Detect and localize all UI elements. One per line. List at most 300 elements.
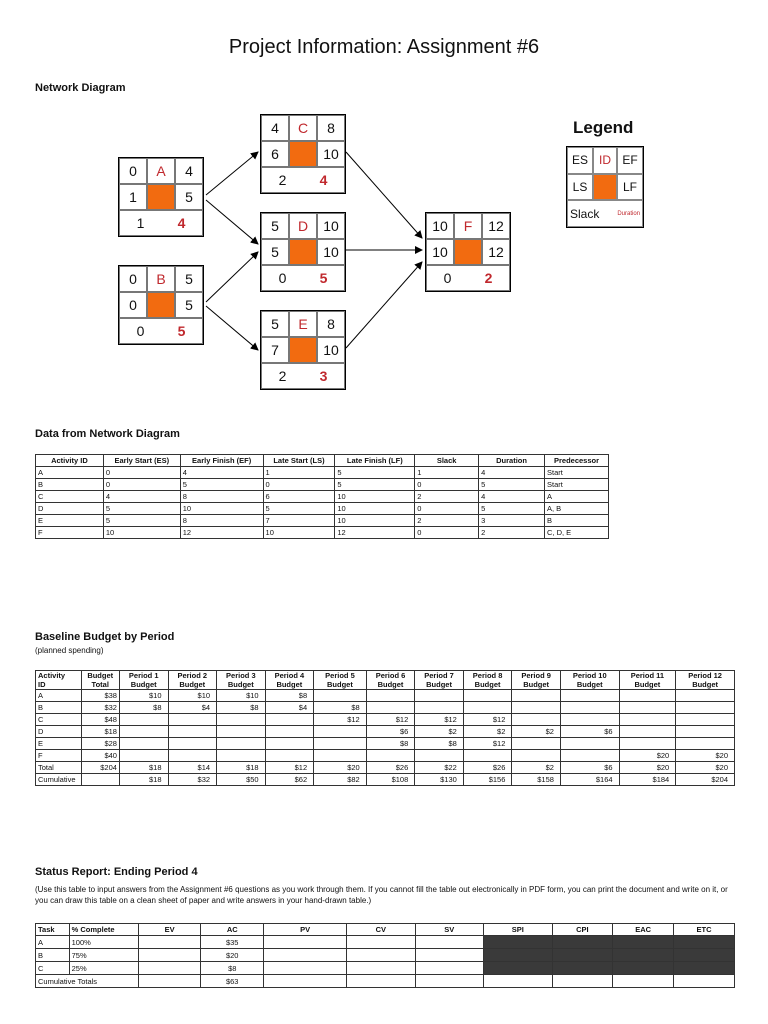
- table-cell[interactable]: [415, 975, 483, 988]
- table-cell: B: [36, 949, 70, 962]
- column-header-line1: Period 5: [325, 671, 355, 680]
- table-cell: A: [36, 467, 104, 479]
- table-cell: [676, 702, 735, 714]
- table-row: [36, 479, 609, 491]
- table-cell: [217, 714, 266, 726]
- table-cell: 2: [479, 527, 545, 539]
- totals-label: Cumulative Totals: [36, 975, 139, 988]
- column-header: CPI: [552, 924, 613, 936]
- node-c-id: C: [289, 115, 317, 141]
- legend-id: ID: [593, 147, 617, 174]
- node-a-slack-row: [119, 210, 203, 236]
- table-cell: $18: [81, 726, 119, 738]
- table-row: [36, 491, 609, 503]
- table-cell[interactable]: [552, 949, 613, 962]
- table-cell: C, D, E: [545, 527, 609, 539]
- table-cell[interactable]: [674, 962, 735, 975]
- table-cell: $12: [265, 762, 314, 774]
- table-cell: $82: [314, 774, 367, 786]
- totals-row: [36, 975, 735, 988]
- table-cell: E: [36, 738, 82, 750]
- table-row: [36, 738, 735, 750]
- column-header: [81, 671, 119, 690]
- table-cell: $12: [463, 714, 512, 726]
- table-cell: $2: [512, 726, 561, 738]
- node-b: [118, 265, 204, 345]
- table-cell: Total: [36, 762, 82, 774]
- table-cell: $4: [168, 702, 217, 714]
- table-cell: [463, 750, 512, 762]
- column-header-line2: Budget: [692, 680, 719, 689]
- table-cell: [512, 714, 561, 726]
- table-cell[interactable]: [484, 975, 553, 988]
- column-header-line2: Budget: [523, 680, 550, 689]
- node-a-id: A: [147, 158, 175, 184]
- column-header-line1: Period 3: [226, 671, 256, 680]
- node-d-ef: 10: [317, 213, 345, 239]
- node-a-lf: 5: [175, 184, 203, 210]
- table-cell[interactable]: [347, 949, 415, 962]
- table-cell: [265, 714, 314, 726]
- table-cell: $204: [81, 762, 119, 774]
- table-cell: $26: [463, 762, 512, 774]
- node-a-slack: 1: [136, 215, 145, 231]
- column-header-line1: Period 9: [521, 671, 551, 680]
- table-cell: 2: [415, 491, 479, 503]
- node-f-ef: 12: [482, 213, 510, 239]
- table-cell: 5: [103, 515, 180, 527]
- budget-header-row: [36, 671, 735, 690]
- column-header-line2: Budget: [276, 680, 303, 689]
- column-header: Task: [36, 924, 70, 936]
- node-c-slack: 2: [278, 172, 287, 188]
- table-cell: D: [36, 503, 104, 515]
- table-cell: $18: [119, 774, 168, 786]
- column-header-line2: Budget: [227, 680, 254, 689]
- table-cell: 10: [103, 527, 180, 539]
- table-cell: $18: [119, 762, 168, 774]
- table-cell: [619, 738, 676, 750]
- table-cell: 4: [479, 491, 545, 503]
- table-cell: A, B: [545, 503, 609, 515]
- table-cell: $6: [366, 726, 415, 738]
- node-d: [260, 212, 346, 292]
- table-cell: 0: [415, 479, 479, 491]
- table-cell[interactable]: [674, 975, 735, 988]
- table-cell: 10: [180, 503, 263, 515]
- table-cell: [217, 738, 266, 750]
- table-cell: [560, 702, 619, 714]
- table-cell: $32: [168, 774, 217, 786]
- table-cell: $8: [366, 738, 415, 750]
- column-header: SPI: [484, 924, 553, 936]
- node-f-lf: 12: [482, 239, 510, 265]
- node-a-ls: 1: [119, 184, 147, 210]
- table-cell: $20: [676, 750, 735, 762]
- status-table: [35, 923, 735, 988]
- table-cell: [676, 714, 735, 726]
- table-cell: 10: [335, 503, 415, 515]
- node-e-lf: 10: [317, 337, 345, 363]
- table-cell: C: [36, 714, 82, 726]
- table-cell[interactable]: [347, 936, 415, 949]
- table-cell: [560, 714, 619, 726]
- column-header: Early Start (ES): [103, 455, 180, 467]
- node-c-es: 4: [261, 115, 289, 141]
- table-cell: 75%: [69, 949, 138, 962]
- table-cell: 10: [335, 491, 415, 503]
- node-b-id: B: [147, 266, 175, 292]
- column-header-line2: Budget: [634, 680, 661, 689]
- table-cell: [217, 750, 266, 762]
- table-cell: $32: [81, 702, 119, 714]
- table-cell: [619, 726, 676, 738]
- node-d-es: 5: [261, 213, 289, 239]
- table-cell[interactable]: [484, 962, 553, 975]
- table-cell: $18: [217, 762, 266, 774]
- node-c-slack-row: [261, 167, 345, 193]
- legend-duration: Duration: [617, 210, 640, 217]
- node-c-center: [289, 141, 317, 167]
- table-cell: 100%: [69, 936, 138, 949]
- table-cell[interactable]: [138, 949, 201, 962]
- table-cell: 8: [180, 515, 263, 527]
- column-header-line1: Period 12: [688, 671, 722, 680]
- column-header: Activity ID: [36, 455, 104, 467]
- table-cell[interactable]: [264, 949, 347, 962]
- column-header: [676, 671, 735, 690]
- table-cell: $184: [619, 774, 676, 786]
- node-f-es: 10: [426, 213, 454, 239]
- table-cell[interactable]: $20: [201, 949, 264, 962]
- node-c-duration: 4: [319, 172, 328, 188]
- table-cell: 1: [263, 467, 335, 479]
- table-cell: [560, 690, 619, 702]
- node-f-duration: 2: [484, 270, 493, 286]
- column-header: ETC: [674, 924, 735, 936]
- column-header: [168, 671, 217, 690]
- column-header: Duration: [479, 455, 545, 467]
- table-row: [36, 962, 735, 975]
- table-cell: $38: [81, 690, 119, 702]
- table-cell: A: [36, 690, 82, 702]
- network-data-table: [35, 454, 609, 539]
- node-b-slack: 0: [136, 323, 145, 339]
- table-cell: 0: [263, 479, 335, 491]
- table-cell: Start: [545, 467, 609, 479]
- table-cell: F: [36, 750, 82, 762]
- table-cell: B: [36, 702, 82, 714]
- table-row: [36, 936, 735, 949]
- column-header-line1: Period 1: [128, 671, 159, 680]
- node-f-center: [454, 239, 482, 265]
- node-a-es: 0: [119, 158, 147, 184]
- table-cell: 5: [479, 503, 545, 515]
- table-cell[interactable]: [674, 949, 735, 962]
- node-f: [425, 212, 511, 292]
- table-cell: [119, 714, 168, 726]
- table-row: [36, 702, 735, 714]
- column-header-line1: Budget: [87, 671, 114, 680]
- node-b-lf: 5: [175, 292, 203, 318]
- table-cell: 3: [479, 515, 545, 527]
- node-b-duration: 5: [177, 323, 186, 339]
- table-cell: B: [545, 515, 609, 527]
- table-cell: $20: [619, 750, 676, 762]
- table-cell[interactable]: [552, 975, 613, 988]
- node-e-center: [289, 337, 317, 363]
- table-cell: $6: [560, 762, 619, 774]
- column-header: PV: [264, 924, 347, 936]
- column-header: SV: [415, 924, 483, 936]
- table-cell: A: [545, 491, 609, 503]
- node-d-slack: 0: [278, 270, 287, 286]
- column-header-line1: Period 7: [424, 671, 454, 680]
- column-header-line1: Period 4: [274, 671, 305, 680]
- table-cell: $2: [463, 726, 512, 738]
- table-cell: $2: [415, 726, 464, 738]
- table-cell: Cumulative: [36, 774, 82, 786]
- legend-lf: LF: [617, 174, 643, 201]
- node-e-slack: 2: [278, 368, 287, 384]
- column-header: [265, 671, 314, 690]
- column-header-line2: Budget: [474, 680, 501, 689]
- table-cell: [415, 750, 464, 762]
- column-header-line2: ID: [38, 680, 46, 689]
- table-cell: $156: [463, 774, 512, 786]
- arrow-e-f: [346, 262, 422, 348]
- table-cell: 0: [415, 503, 479, 515]
- table-cell[interactable]: [613, 949, 674, 962]
- column-header: [560, 671, 619, 690]
- table-cell: $158: [512, 774, 561, 786]
- table-cell: $28: [81, 738, 119, 750]
- table-cell[interactable]: [264, 975, 347, 988]
- table-cell: [619, 702, 676, 714]
- table-cell: [81, 774, 119, 786]
- table-cell: $2: [512, 762, 561, 774]
- table-cell: [560, 738, 619, 750]
- table-cell: 5: [335, 479, 415, 491]
- table-cell: F: [36, 527, 104, 539]
- table-cell: [619, 714, 676, 726]
- arrow-b-d: [206, 252, 258, 302]
- table-row: [36, 690, 735, 702]
- table-cell: [314, 726, 367, 738]
- table-cell[interactable]: [138, 975, 201, 988]
- legend-slack: Slack: [570, 206, 600, 221]
- table-cell[interactable]: [347, 975, 415, 988]
- table-cell: $20: [676, 762, 735, 774]
- column-header-line1: Period 6: [375, 671, 406, 680]
- node-a-ef: 4: [175, 158, 203, 184]
- table-cell: $14: [168, 762, 217, 774]
- table-cell: [560, 750, 619, 762]
- table-cell[interactable]: [674, 936, 735, 949]
- table-cell: 25%: [69, 962, 138, 975]
- table-cell: Start: [545, 479, 609, 491]
- column-header-line2: Budget: [377, 680, 404, 689]
- column-header-line1: Period 8: [472, 671, 503, 680]
- table-cell: [168, 726, 217, 738]
- table-cell[interactable]: [552, 962, 613, 975]
- table-cell: 8: [180, 491, 263, 503]
- column-header: [217, 671, 266, 690]
- column-header: % Complete: [69, 924, 138, 936]
- table-cell: [314, 738, 367, 750]
- legend-slack-row: [567, 200, 643, 227]
- table-cell: [676, 690, 735, 702]
- network-data-header-row: [36, 455, 609, 467]
- table-cell: $8: [415, 738, 464, 750]
- table-cell[interactable]: [347, 962, 415, 975]
- budget-heading: Baseline Budget by Period: [35, 631, 175, 643]
- table-cell[interactable]: $8: [201, 962, 264, 975]
- node-d-slack-row: [261, 265, 345, 291]
- node-a-center: [147, 184, 175, 210]
- table-cell: 1: [415, 467, 479, 479]
- table-cell[interactable]: [138, 962, 201, 975]
- table-cell: $4: [265, 702, 314, 714]
- table-cell: 7: [263, 515, 335, 527]
- table-row: [36, 515, 609, 527]
- node-f-slack-row: [426, 265, 510, 291]
- table-cell: E: [36, 515, 104, 527]
- table-cell[interactable]: [138, 936, 201, 949]
- column-header-line1: Activity: [38, 671, 66, 680]
- node-a-duration: 4: [177, 215, 186, 231]
- node-e-duration: 3: [319, 368, 328, 384]
- budget-note: (planned spending): [35, 646, 104, 655]
- table-cell: [168, 750, 217, 762]
- table-cell[interactable]: [415, 949, 483, 962]
- table-cell[interactable]: [552, 936, 613, 949]
- table-cell: [119, 750, 168, 762]
- table-cell: $8: [265, 690, 314, 702]
- legend-es: ES: [567, 147, 593, 174]
- page-title: Project Information: Assignment #6: [228, 36, 540, 58]
- node-b-slack-row: [119, 318, 203, 344]
- table-cell: A: [36, 936, 70, 949]
- node-f-slack: 0: [443, 270, 452, 286]
- table-cell: [265, 738, 314, 750]
- table-cell[interactable]: [613, 975, 674, 988]
- node-f-id: F: [454, 213, 482, 239]
- table-cell: [314, 690, 367, 702]
- node-e: [260, 310, 346, 390]
- network-diagram-heading: Network Diagram: [35, 82, 126, 94]
- table-cell: [415, 690, 464, 702]
- table-cell: 5: [180, 479, 263, 491]
- table-cell: $130: [415, 774, 464, 786]
- legend-title: Legend: [573, 118, 634, 137]
- node-e-ef: 8: [317, 311, 345, 337]
- column-header: EV: [138, 924, 201, 936]
- budget-table: [35, 670, 735, 786]
- table-cell: 4: [180, 467, 263, 479]
- table-cell: 4: [103, 491, 180, 503]
- data-table-heading: Data from Network Diagram: [35, 428, 180, 440]
- table-cell[interactable]: [415, 936, 483, 949]
- table-cell: [512, 738, 561, 750]
- table-cell: 4: [479, 467, 545, 479]
- table-cell: $20: [619, 762, 676, 774]
- table-cell: [119, 726, 168, 738]
- table-cell: $12: [415, 714, 464, 726]
- table-cell: $8: [217, 702, 266, 714]
- table-cell[interactable]: [613, 962, 674, 975]
- node-b-es: 0: [119, 266, 147, 292]
- node-c: [260, 114, 346, 194]
- column-header: Late Start (LS): [263, 455, 335, 467]
- table-cell: [463, 690, 512, 702]
- table-cell: $10: [168, 690, 217, 702]
- table-cell[interactable]: [484, 949, 553, 962]
- table-cell[interactable]: [264, 936, 347, 949]
- arrow-a-d: [206, 200, 258, 244]
- totals-ac: $63: [201, 975, 264, 988]
- node-e-es: 5: [261, 311, 289, 337]
- table-cell: [415, 702, 464, 714]
- table-cell[interactable]: [415, 962, 483, 975]
- node-c-lf: 10: [317, 141, 345, 167]
- node-c-ef: 8: [317, 115, 345, 141]
- table-cell: [168, 738, 217, 750]
- table-cell[interactable]: [613, 936, 674, 949]
- column-header: [314, 671, 367, 690]
- column-header-line1: Period 2: [177, 671, 208, 680]
- table-cell[interactable]: [484, 936, 553, 949]
- column-header-line1: Period 10: [572, 671, 607, 680]
- table-cell: [512, 750, 561, 762]
- column-header: EAC: [613, 924, 674, 936]
- node-d-ls: 5: [261, 239, 289, 265]
- node-d-duration: 5: [319, 270, 328, 286]
- table-cell: [366, 750, 415, 762]
- node-f-ls: 10: [426, 239, 454, 265]
- table-cell: $40: [81, 750, 119, 762]
- table-row: [36, 467, 609, 479]
- table-cell: [676, 738, 735, 750]
- column-header-line2: Budget: [576, 680, 603, 689]
- table-cell: [619, 690, 676, 702]
- table-row: [36, 949, 735, 962]
- arrow-a-c: [206, 152, 258, 195]
- column-header-line2: Total: [91, 680, 109, 689]
- table-cell: $26: [366, 762, 415, 774]
- column-header-line2: Budget: [179, 680, 206, 689]
- table-cell: $10: [217, 690, 266, 702]
- table-cell: [366, 702, 415, 714]
- table-cell[interactable]: $35: [201, 936, 264, 949]
- table-cell: D: [36, 726, 82, 738]
- column-header: Early Finish (EF): [180, 455, 263, 467]
- column-header: [463, 671, 512, 690]
- arrow-b-e: [206, 306, 258, 350]
- table-row: [36, 527, 609, 539]
- column-header-line2: Budget: [426, 680, 452, 689]
- column-header: AC: [201, 924, 264, 936]
- table-cell: 0: [415, 527, 479, 539]
- column-header: [36, 671, 82, 690]
- table-cell[interactable]: [264, 962, 347, 975]
- node-b-ef: 5: [175, 266, 203, 292]
- table-row: [36, 714, 735, 726]
- node-e-slack-row: [261, 363, 345, 389]
- table-cell: $20: [314, 762, 367, 774]
- column-header: [415, 671, 464, 690]
- table-cell: $10: [119, 690, 168, 702]
